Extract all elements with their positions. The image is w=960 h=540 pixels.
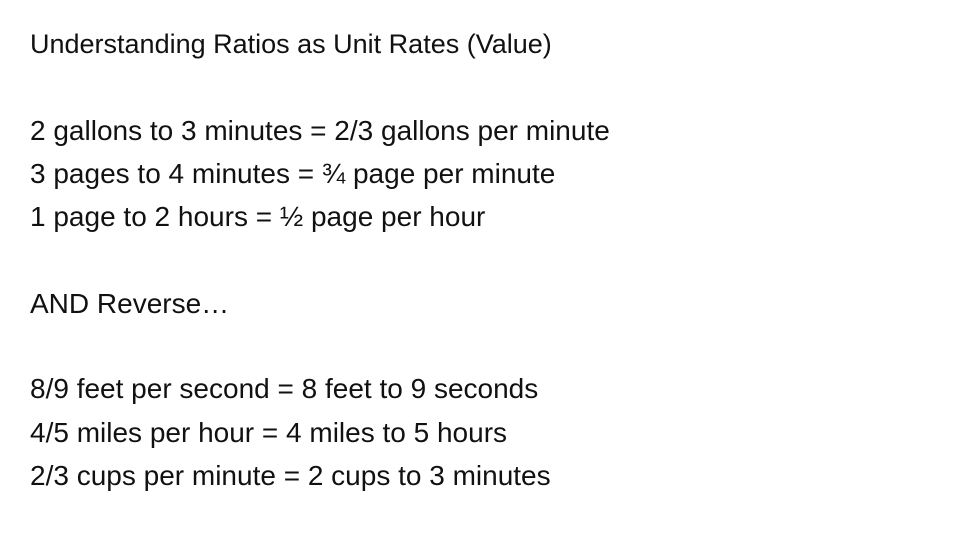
reverse-example-line: 2/3 cups per minute = 2 cups to 3 minutes — [30, 460, 551, 491]
example-line: 1 page to 2 hours = ½ page per hour — [30, 201, 486, 232]
reverse-example-line: 4/5 miles per hour = 4 miles to 5 hours — [30, 417, 508, 448]
reverse-example-line: 8/9 feet per second = 8 feet to 9 seconds — [30, 373, 539, 404]
example-line: 3 pages to 4 minutes = ¾ page per minute — [30, 158, 556, 189]
example-line: 2 gallons to 3 minutes = 2/3 gallons per minute — [30, 115, 610, 146]
reverse-heading: AND Reverse… — [30, 288, 230, 319]
slide-title: Understanding Ratios as Unit Rates (Value) — [30, 29, 552, 59]
